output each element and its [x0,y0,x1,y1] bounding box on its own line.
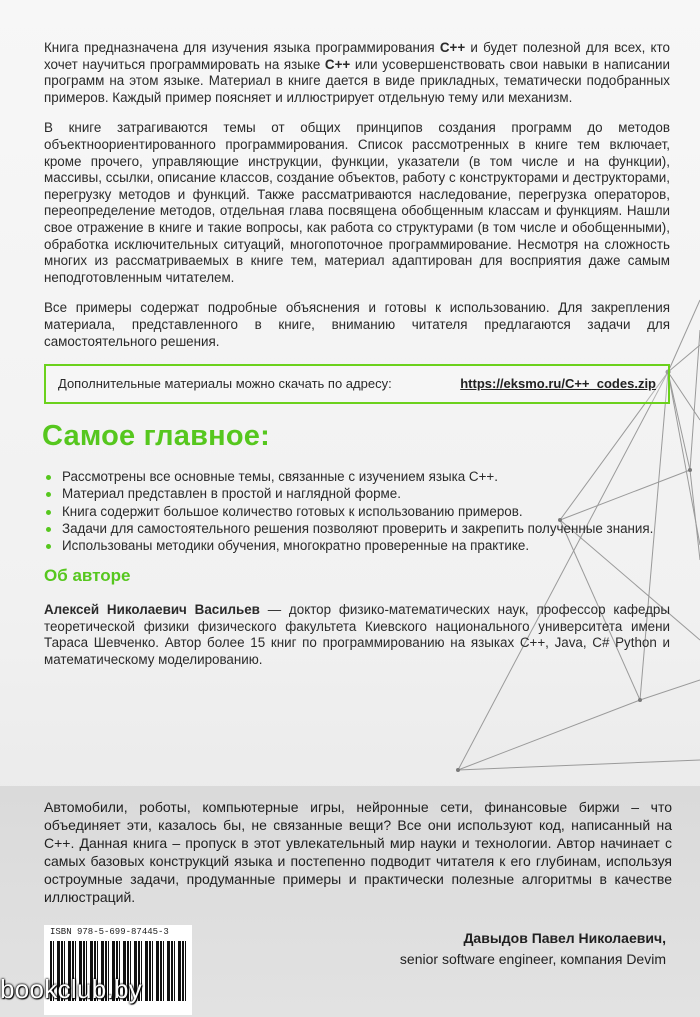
list-item-text: Книга содержит большое количество готовых к использованию примеров. [62,503,523,519]
intro-text: или усовершенствовать свои навыки в написании программ на этом языке. Материал в книге дается в виде прикладных, тематически подобранных примеров. Каждый пример поясняет и иллюстрирует отдельную тему или механизм. [44,56,670,105]
list-item-text: Материал представлен в простой и наглядной форме. [62,486,401,502]
reviewer-name: Давыдов Павел Николаевич, [463,930,666,946]
list-item-text: Использованы методики обучения, многократно проверенные на практике. [62,537,530,553]
cpp-term: C++ [439,40,466,55]
bullet-icon [46,527,51,532]
reviewer-title: senior software engineer, компания Devim [399,951,666,967]
author-name: Алексей Николаевич Васильев [44,602,260,618]
watermark: bookclub.by [0,974,143,1004]
bullet-icon [46,510,51,515]
intro-paragraph-2: В книге затрагиваются темы от общих принципов создания программ до методов объектноориентированного программирования. Список рассмотренных в книге тем включает, кроме прочего, управляющие инструкции, функции, указатели (в том числе и на функции), массивы, ссылки, описание классов, создание объектов, работу с конструкторами и деструкторами, перегрузку методов и функций. Также рассматриваются наследование, перегрузка операторов, переопределение методов, отдельная глава посвящена обобщенным классам и функциям. Нашли свое отражение в книге и такие вопросы, как работа со структурами (в том числе и обобщенными), обработка исключительных ситуаций, многопоточное программирование. Несмотря на сложность многих из рассматриваемых в книге тем, материал адаптирован для восприятия даже самым неподготовленным читателем. [44,120,670,285]
download-box [44,364,670,404]
list-item-text: Рассмотрены все основные темы, связанные с изучением языка C++. [62,469,498,485]
teaser-paragraph: Автомобили, роботы, компьютерные игры, нейронные сети, финансовые биржи – что объединяет эти, казалось бы, не связанные вещи? Все они используют код, написанный на C++. Данная книга – пропуск в этот увлекательный мир науки и технологии. Автор начинает с самых базовых конструкций языка и постепенно подводит читателя к его глубинам, используя остроумные задачи, продуманные примеры и практически полезные алгоритмы в качестве иллюстраций. [44,799,672,905]
author-bio [44,602,670,668]
bullet-icon [46,544,51,549]
list-item [44,486,670,502]
highlights-heading: Самое главное: [42,420,270,453]
intro-text: и будет полезной для всех, кто хочет научиться программировать на языке [44,40,670,72]
list-item [44,469,670,485]
list-item [44,521,670,537]
list-item [44,538,670,554]
reviewer-block [400,928,666,970]
list-item [44,504,670,520]
list-item-text: Задачи для самостоятельного решения позволяют проверить и закрепить полученные знания. [62,520,654,536]
isbn-number: ISBN 978-5-699-87445-3 [50,927,169,937]
intro-text: Книга предназначена для изучения языка программирования [44,40,440,55]
intro-paragraph-1 [44,40,670,106]
download-link[interactable]: https://eksmo.ru/C++_codes.zip [460,376,656,392]
highlights-list [44,469,670,554]
main-content [44,40,670,668]
cpp-term: C++ [324,56,351,72]
bullet-icon [46,475,51,480]
bullet-icon [46,492,51,497]
author-bio-text: — доктор физико-математических наук, профессор кафедры теоретической физики физического факультета Киевского национального университета имени Тараса Шевченко. Автор более 15 книг по программированию на языках C++, Java, C# Python и математическому моделированию. [44,602,670,667]
author-heading: Об авторе [44,566,131,586]
intro-paragraph-3: Все примеры содержат подробные объяснения и готовы к использованию. Для закрепления материала, представленного в книге, вниманию читателя предлагаются задачи для самостоятельного решения. [44,300,670,349]
download-label: Дополнительные материалы можно скачать по адресу: [58,376,392,392]
